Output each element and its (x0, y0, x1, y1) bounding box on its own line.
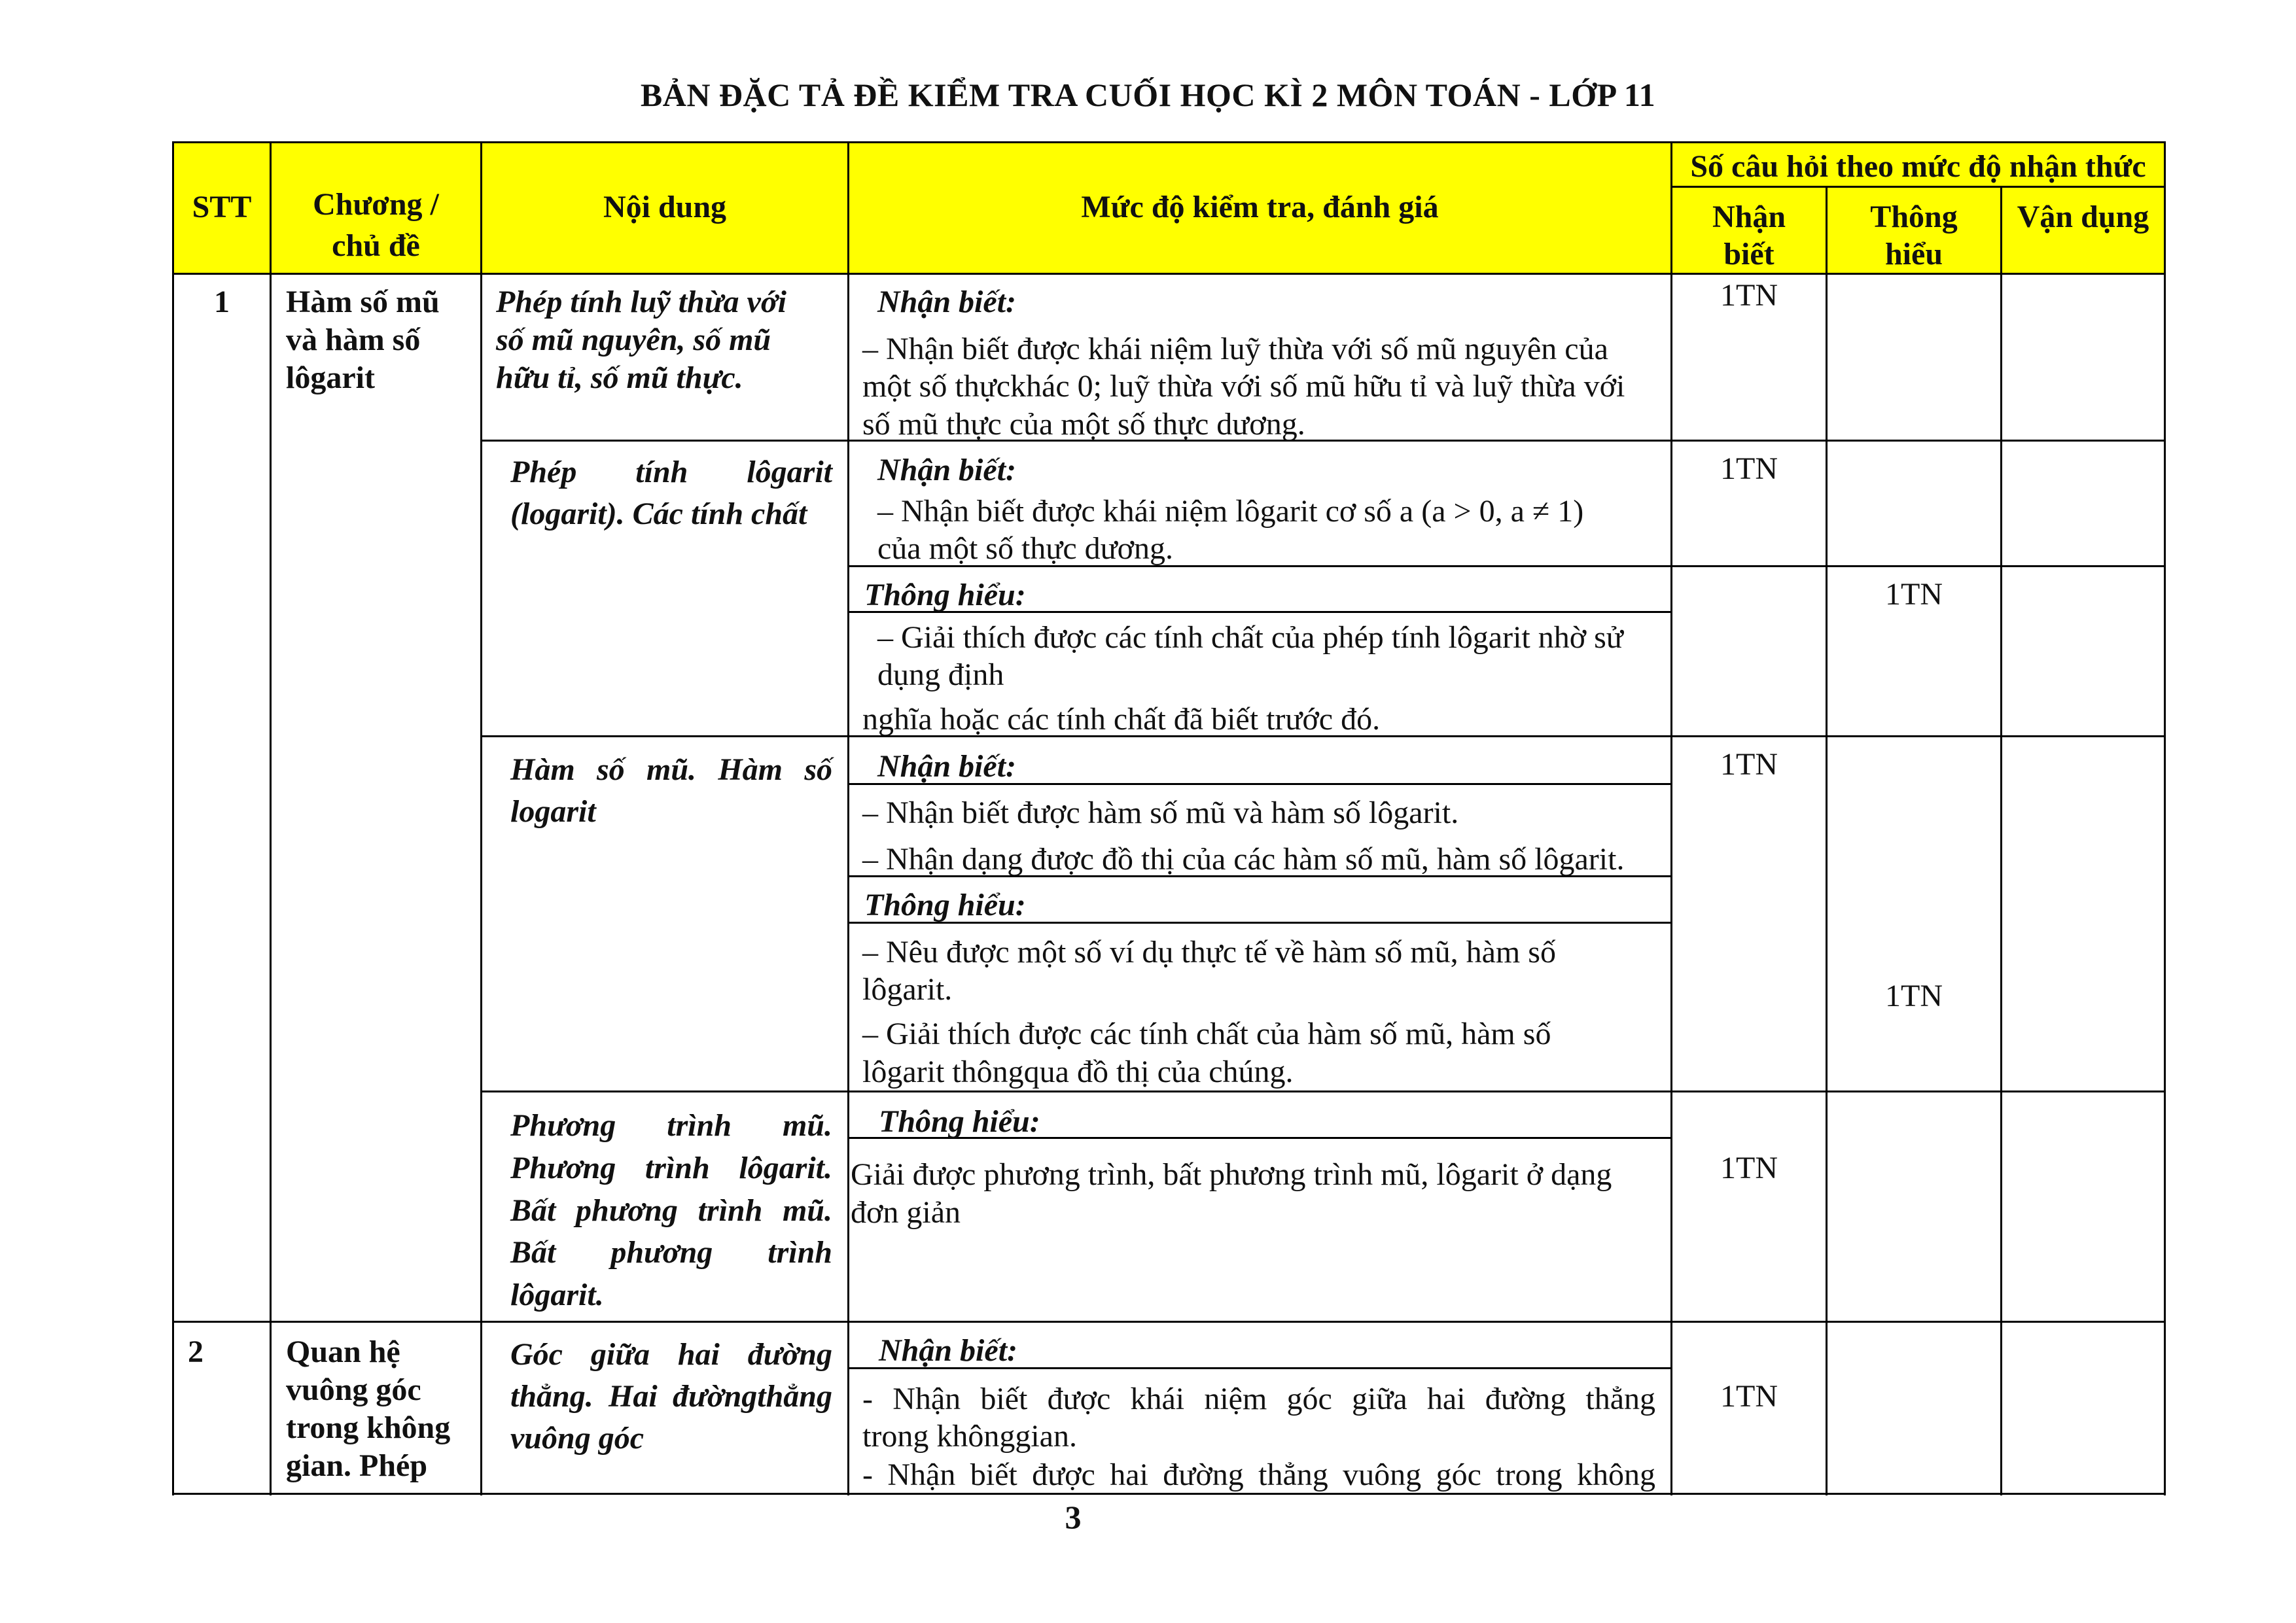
r2c1-nb-text-line: - Nhận biết được hai đường thẳng vuông góc trong không (862, 1457, 1655, 1492)
r2-stt: 2 (188, 1335, 203, 1369)
r1c2-nb-text-line: – Nhận biết được khái niệm lôgarit cơ số a (a > 0, a ≠ 1) (877, 494, 1584, 529)
r1c3-count-nb: 1TN (1720, 747, 1778, 782)
r2-chapter-line: Quan hệ (286, 1335, 400, 1369)
r1c1-count-nb: 1TN (1720, 278, 1778, 313)
r1-chapter-line: lôgarit (286, 360, 375, 395)
header-nb-line2: biết (1723, 237, 1775, 271)
header-vd: Vận dụng (2017, 200, 2149, 234)
page-title: BẢN ĐẶC TẢ ĐỀ KIỂM TRA CUỐI HỌC KÌ 2 MÔN TOÁN - LỚP 11 (640, 77, 1656, 113)
r2c1-count-nb: 1TN (1720, 1379, 1778, 1414)
r1c3-nb-title: Nhận biết: (877, 749, 1017, 784)
r1-chapter-line: và hàm số (286, 323, 421, 357)
col-divider-stt (270, 141, 272, 1495)
r1c1-nb-text-line: số mũ thực của một số thực dương. (862, 407, 1305, 442)
r1c2-nb-title: Nhận biết: (877, 453, 1017, 487)
header-stt: STT (192, 190, 252, 224)
header-content: Nội dung (603, 190, 727, 224)
r1c2-count-nb: 1TN (1720, 451, 1778, 486)
r1c4-content-line: Phương trình lôgarit. (510, 1151, 832, 1185)
r2c1-content-line: thẳng. Hai đườngthẳng (510, 1379, 832, 1414)
col-divider-content (847, 141, 849, 1495)
r1c2-nb-text-line: của một số thực dương. (877, 531, 1174, 566)
r1c3-content-line: logarit (510, 794, 596, 829)
r1c2-count-th: 1TN (1885, 577, 1943, 612)
r1c3-content-line: Hàm số mũ. Hàm số (510, 752, 832, 787)
header-level: Mức độ kiểm tra, đánh giá (1081, 190, 1439, 224)
r2c1-nb-text-line: trong khônggian. (862, 1419, 1077, 1454)
r1c2-content-line: (logarit). Các tính chất (510, 497, 807, 531)
r2-chapter-line: vuông góc (286, 1372, 421, 1407)
r1c4-th-title: Thông hiểu: (879, 1104, 1040, 1139)
col-divider-nb (1826, 186, 1828, 1495)
col-divider-th (2000, 186, 2002, 1495)
r1c2-th-text-line: nghĩa hoặc các tính chất đã biết trước đó. (862, 702, 1381, 737)
header-chapter-line1: Chương / (313, 187, 439, 222)
r1c1-nb-text-line: – Nhận biết được khái niệm luỹ thừa với số mũ nguyên của (862, 332, 1608, 366)
r1c1-content-line: hữu tỉ, số mũ thực. (496, 360, 743, 395)
r2c1-nb-title: Nhận biết: (879, 1333, 1018, 1368)
r1-chapter-line: Hàm số mũ (286, 285, 440, 319)
r1c2-th-text-line: dụng định (877, 657, 1004, 692)
table-border-top (172, 141, 2166, 143)
r2c1-content-line: Góc giữa hai đường (510, 1337, 832, 1372)
r2c1-nb-text-line: - Nhận biết được khái niệm góc giữa hai đường thẳng (862, 1382, 1655, 1416)
r1c3-th-text-line: – Nêu được một số ví dụ thực tế về hàm số mũ, hàm số (862, 935, 1556, 969)
header-subdivider (1670, 186, 2166, 188)
page-number: 3 (1065, 1499, 1082, 1535)
header-nb-line1: Nhận (1712, 200, 1786, 234)
r1c1-nb-title: Nhận biết: (877, 285, 1017, 319)
r1c4-content-line: Bất phương trình (510, 1235, 832, 1270)
r1c1-content-line: số mũ nguyên, số mũ (496, 323, 771, 357)
r1c3-th-title: Thông hiểu: (864, 888, 1026, 922)
r1c4-th-text-line: Giải được phương trình, bất phương trình mũ, lôgarit ở dạng (851, 1157, 1612, 1192)
r1c4-count-nb: 1TN (1720, 1151, 1778, 1185)
r1c4-content-line: lôgarit. (510, 1278, 604, 1312)
r1c3-th-text-line: lôgarit. (862, 972, 953, 1007)
table-border-right (2164, 141, 2166, 1495)
sep-row2 (172, 1321, 2166, 1323)
r1c1-content-line: Phép tính luỹ thừa với (496, 285, 786, 319)
r1c3-th-text-line: – Giải thích được các tính chất của hàm số mũ, hàm số (862, 1017, 1551, 1051)
r1c3-nb-text-2: – Nhận dạng được đồ thị của các hàm số mũ, hàm số lôgarit. (862, 842, 1625, 877)
col-divider-chapter (480, 141, 482, 1495)
r2c1-content-line: vuông góc (510, 1421, 644, 1456)
header-th-line2: hiểu (1884, 237, 1943, 271)
r2-chapter-line: gian. Phép (286, 1448, 428, 1483)
r1c2-th-text-line: – Giải thích được các tính chất của phép tính lôgarit nhờ sử (877, 620, 1623, 655)
sep-r1c3 (480, 1091, 2166, 1092)
r1c4-content-line: Bất phương trình mũ. (510, 1193, 832, 1228)
col-divider-level (1670, 141, 1672, 1495)
r1-stt: 1 (214, 285, 230, 319)
r1c2-th-title: Thông hiểu: (864, 578, 1026, 612)
r1c4-th-text-line: đơn giản (851, 1195, 961, 1230)
r1c3-th-text-line: lôgarit thôngqua đồ thị của chúng. (862, 1055, 1294, 1089)
header-th-line1: Thông (1870, 200, 1958, 234)
r1c1-nb-text-line: một số thựckhác 0; luỹ thừa với số mũ hữu tỉ và luỹ thừa với (862, 369, 1625, 404)
r1c2-content-line: Phép tính lôgarit (510, 455, 832, 489)
r2-chapter-line: trong không (286, 1410, 451, 1445)
r1c4-content-line: Phương trình mũ. (510, 1108, 832, 1143)
sep-r1c1 (480, 440, 2166, 442)
header-chapter-line2: chủ đề (332, 228, 420, 263)
header-count-group: Số câu hỏi theo mức độ nhận thức (1690, 149, 2146, 184)
table-border-left (172, 141, 174, 1495)
r1c3-count-th: 1TN (1885, 979, 1943, 1013)
r1c3-nb-text-1: – Nhận biết được hàm số mũ và hàm số lôgarit. (862, 795, 1459, 830)
